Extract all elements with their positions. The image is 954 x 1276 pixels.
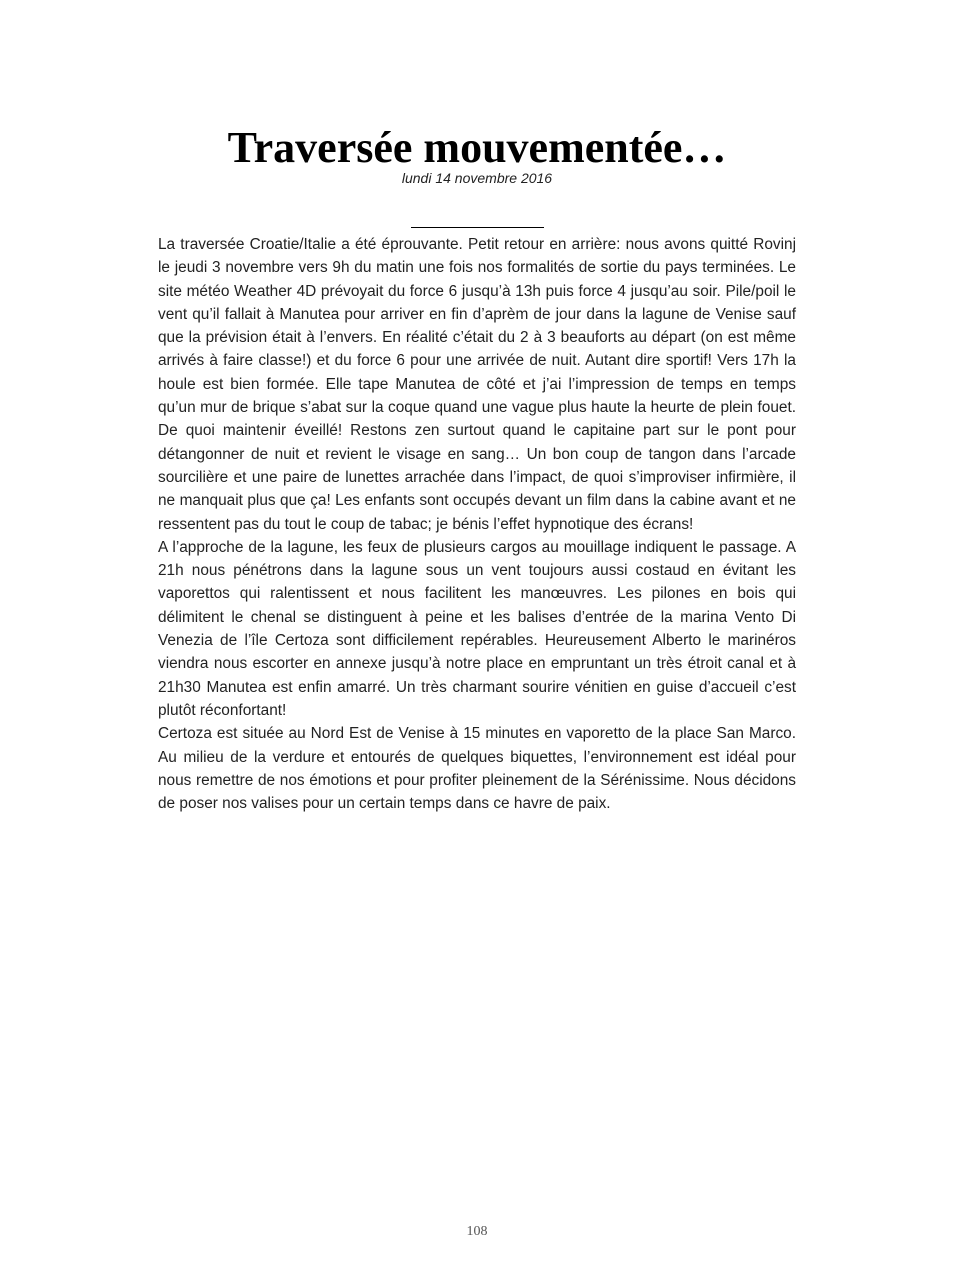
article-paragraph: A l’approche de la lagune, les feux de plusieurs cargos au mouillage indiquent le passage. A 21h nous pénétrons dans la lagune sous un vent toujours aussi costaud en évitant les vaporettos qui ralentissent et nous facilitent les manœuvres. Les pilones en bois qui délimitent le chenal se distinguent à peine et les balises d’entrée de la marina Vento Di Venezia de l’île Certoza sont difficilement repérables. Heureusement Alberto le marinéros viendra nous escorter en annexe jusqu’à notre place en empruntant un très étroit canal et à 21h30 Manutea est enfin amarré. Un très charmant sourire vénitien en guise d’accueil c’est plutôt réconfortant!	[158, 538, 796, 719]
title-divider	[411, 227, 544, 228]
article-date: lundi 14 novembre 2016	[401, 170, 553, 186]
page-number: 108	[466, 1224, 488, 1239]
article-paragraph: Certoza est située au Nord Est de Venise à 15 minutes en vaporetto de la place San Marco. Au milieu de la verdure et entourés de quelques biquettes, l’environnement est idéal pour nous remettre de nos émotions et pour profiter pleinement de la Sérénissime. Nous décidons de poser nos valises pour un certain temps dans ce havre de paix.	[158, 725, 796, 813]
article-title: Traversée mouvementée…	[227, 123, 727, 172]
article-body	[158, 233, 796, 815]
article-paragraph: La traversée Croatie/Italie a été éprouvante. Petit retour en arrière: nous avons quitté Rovinj le jeudi 3 novembre vers 9h du matin une fois nos formalités de sortie du pays terminées. Le site météo Weather 4D prévoyait du force 6 jusqu’à 13h puis force 4 jusqu’au soir. Pile/poil le vent qu’il fallait à Manutea pour arriver en fin d’aprèm de jour dans la lagune de Venise sauf que la prévision était à l’envers. En réalité c’était du 2 à 3 beauforts au départ (on est même arrivés à faire classe!) et du force 6 pour une arrivée de nuit. Autant dire sportif! Vers 17h la houle est bien formée. Elle tape Manutea de côté et j’ai l’impression de temps en temps qu’un mur de brique s’abat sur la coque quand une vague plus haute la heurte de plein fouet. De quoi maintenir éveillé! Restons zen surtout quand le capitaine part sur le pont pour détangonner de nuit et revient le visage en sang… Un bon coup de tangon dans l’arcade sourcilière et une paire de lunettes arrachée dans l’impact, de quoi s’improviser infirmière, il ne manquait plus que ça! Les enfants sont occupés devant un film dans la cabine avant et ne ressentent pas du tout le coup de tabac; je bénis l’effet hypnotique des écrans!	[158, 236, 796, 533]
